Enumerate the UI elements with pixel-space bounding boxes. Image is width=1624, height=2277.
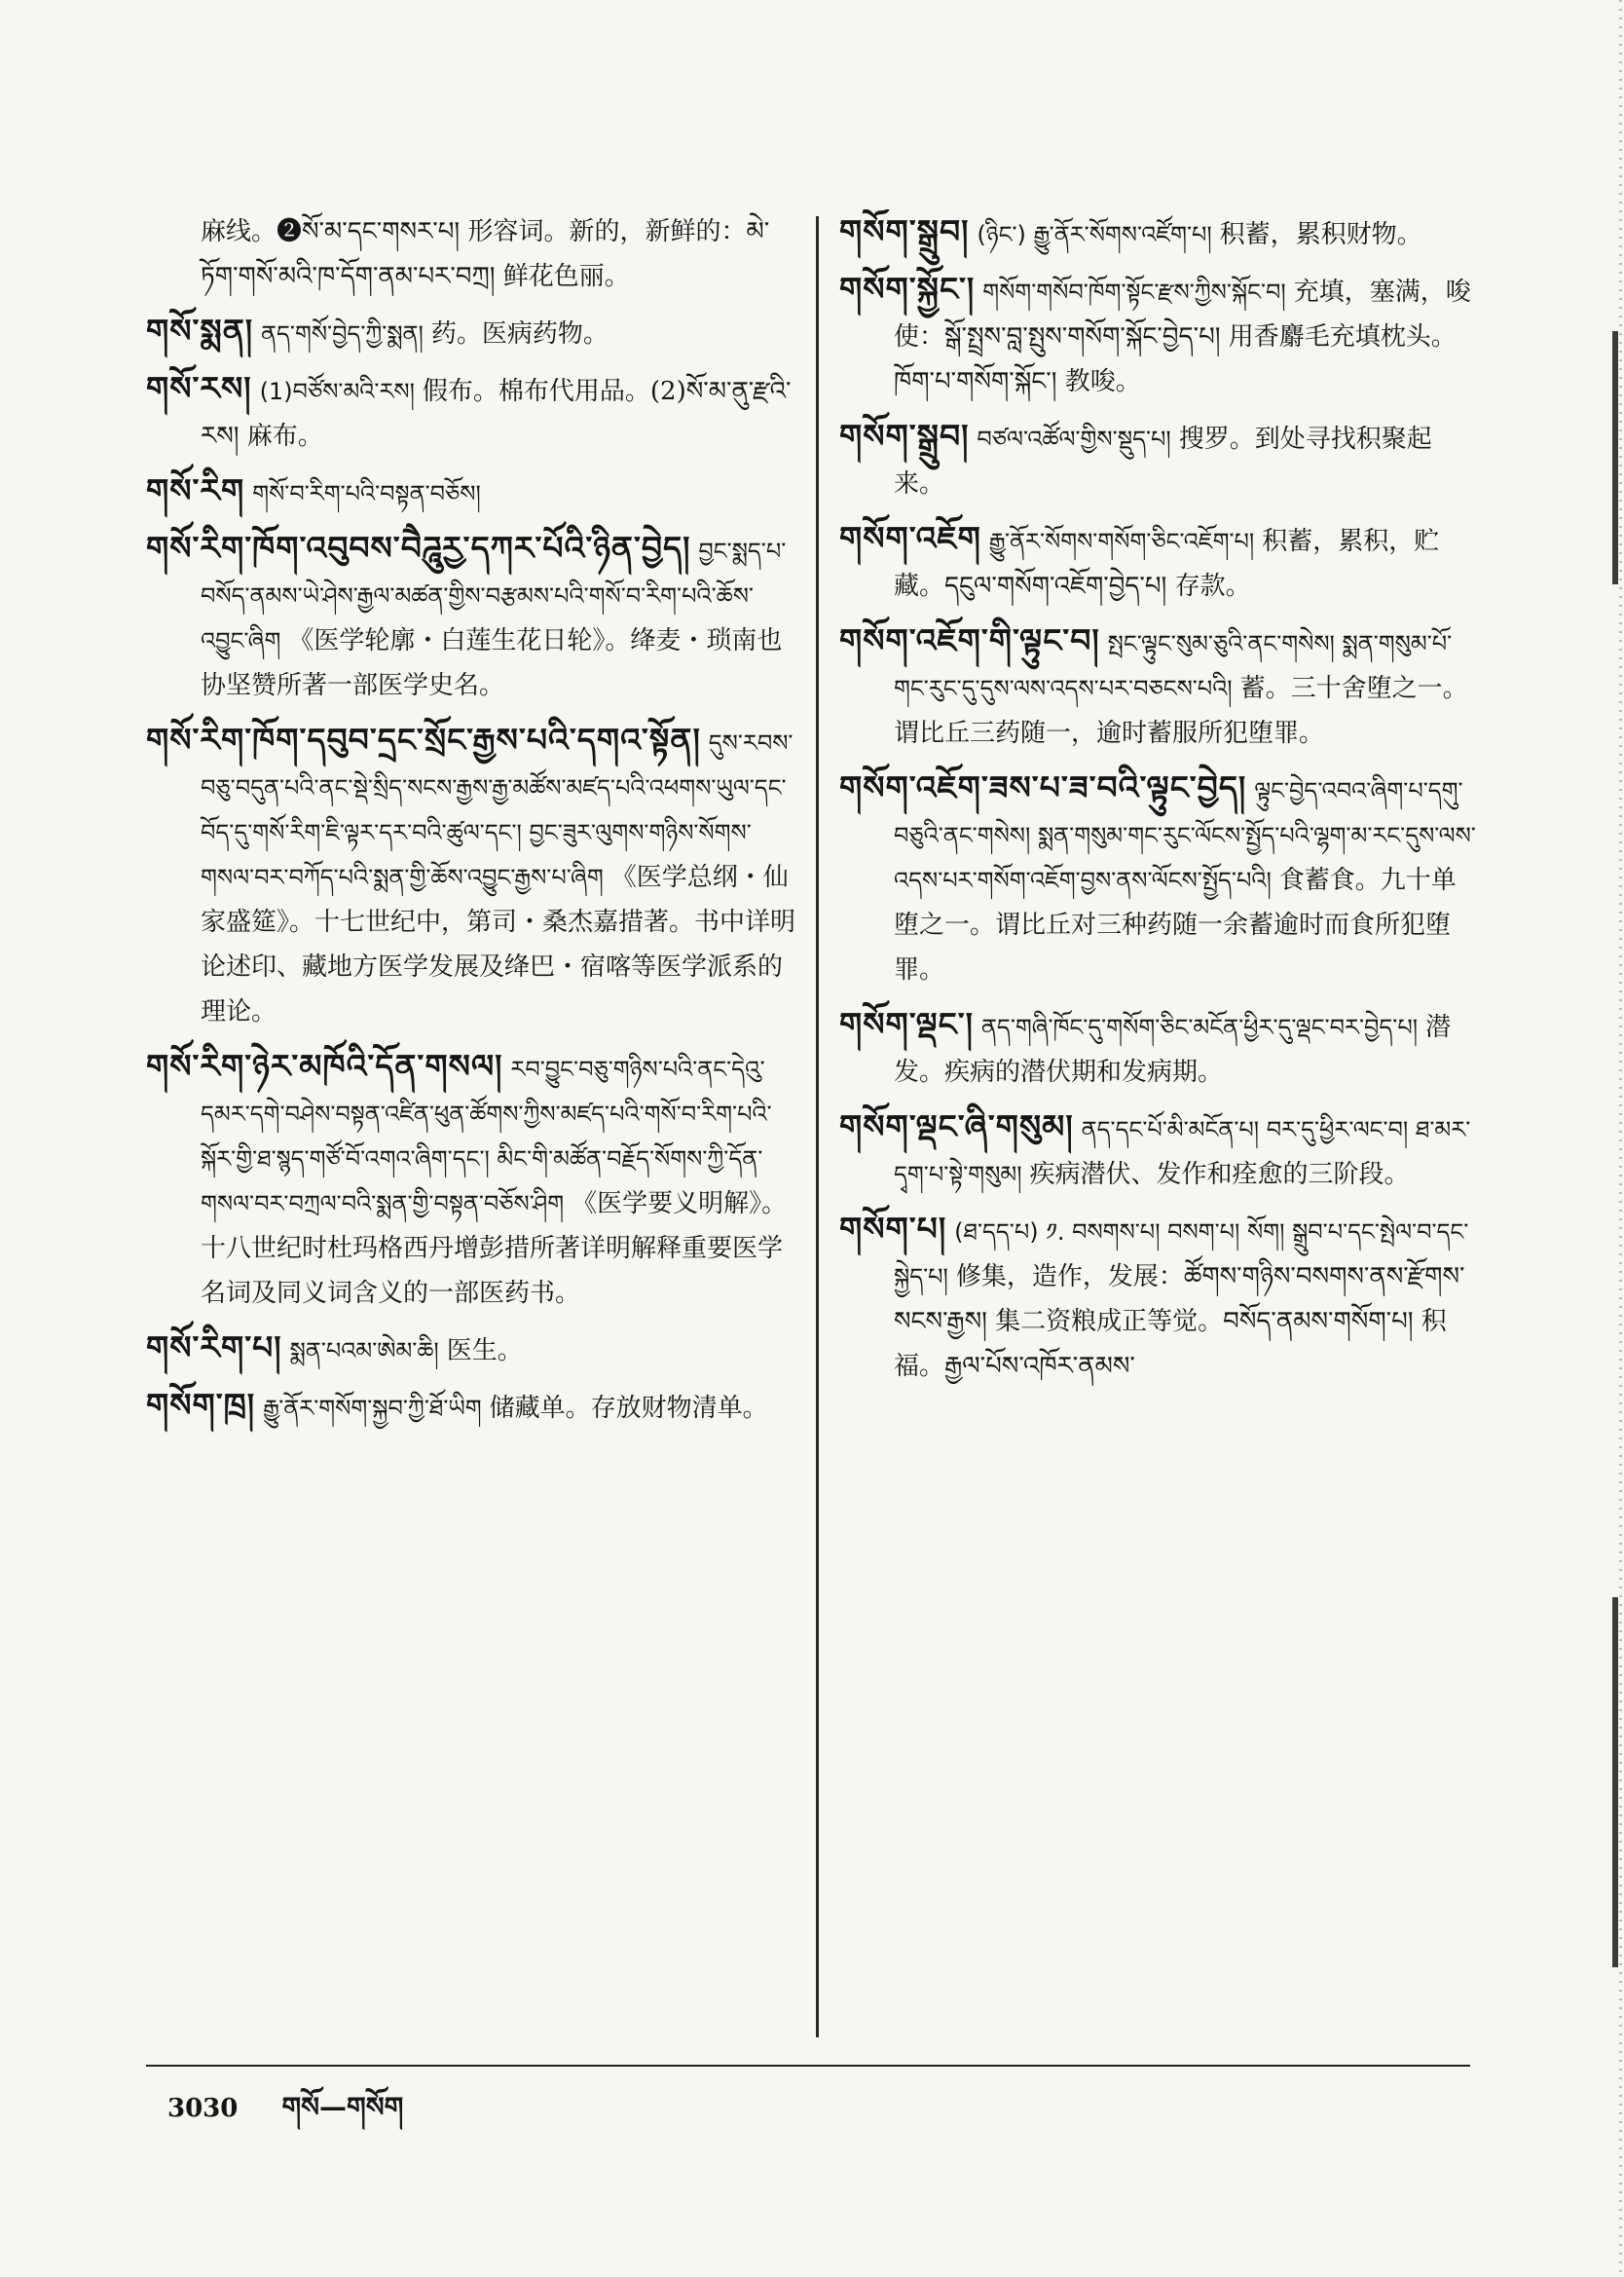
- dictionary-entry: [839, 618, 1480, 756]
- scan-edge-mark: [1612, 331, 1618, 584]
- entry-chinese-definition: 储藏单。存放财物清单。: [489, 1394, 768, 1423]
- dictionary-entry: [146, 468, 796, 516]
- entry-chinese-definition: 蓄。三十舍堕之一。谓比丘三药随一，逾时蓄服所犯堕罪。: [894, 674, 1468, 748]
- entry-tibetan-definition: རབ་བྱུང་བཅུ་གཉིས་པའི་ནང་དེའུ་དམར་དགེ་བཤེས་བསྟན་འཛིན་ཕུན་ཚོགས་ཀྱིས་མཛད་པའི་གསོ་བ་རིག་པའི་སྐོར་གྱི་ཐ་སྙད་གཙོ་བོ་འགའ་ཞིག་དང་། མིང་གི་མཚོན་བརྗོད་སོགས་ཀྱི་དོན་གསལ་བར་བཀྲལ་བའི་སྨན་གྱི་བསྟན་བཅོས་ཤིག: [201, 1056, 772, 1217]
- scan-edge: [1619, 0, 1622, 2277]
- entry-chinese-definition: 《医学轮廓・白莲生花日轮》。绛麦・琐南也协坚赞所著一部医学史名。: [201, 626, 783, 700]
- dictionary-entry: [839, 209, 1480, 257]
- entry-headword: གསོ་རས།: [146, 369, 252, 407]
- page-number: 3030: [167, 2094, 239, 2123]
- dictionary-entry: [146, 309, 796, 356]
- dictionary-entry: [839, 765, 1480, 992]
- entry-tibetan-definition: ནད་གསོ་བྱེད་ཀྱི་སྨན།: [261, 320, 424, 348]
- entry-headword: གསོག་འཇོག་ཟས་པ་ཟ་བའི་ལྟུང་བྱེད།: [839, 768, 1247, 806]
- entry-tibetan-definition: བཙལ་འཚོལ་གྱིས་སྡུད་པ།: [977, 426, 1171, 453]
- entry-headword: གསོག་འཇོག: [839, 519, 981, 557]
- footer-rule: [146, 2065, 1470, 2067]
- entry-tibetan-definition: (1)བཙོས་མའི་རས།: [259, 378, 415, 405]
- entry-chinese-definition: 修集，造作，发展：ཚོགས་གཉིས་བསགས་ནས་རྫོགས་སངས་རྒྱས། 集二资粮成正等觉。བསོད་ནམས་གསོག་པ། 积福。རྒྱལ་པོས་འཁོར་ནམས་: [894, 1262, 1465, 1381]
- entry-tibetan-definition: གསོ་བ་རིག་པའི་བསྟན་བཅོས།: [252, 480, 481, 507]
- entry-headword: གསོ་རིག: [146, 471, 245, 509]
- column-divider: [816, 216, 819, 2037]
- entry-tibetan-definition: (ཐ་དད་པ) ༡. བསགས་པ། བསག་པ། སོག། སྒྲུབ་པ་དང་སྤེལ་བ་དང་སྐྱེད་པ།: [894, 1218, 1469, 1290]
- entry-headword: གསོག་ཁྲ།: [146, 1386, 256, 1424]
- entry-headword: གསོག་སྒྲུབ།: [839, 417, 970, 455]
- entry-headword: གསོག་འཇོག་གི་ལྟུང་བ།: [839, 621, 1100, 659]
- page-range-label: གསོ—གསོག: [281, 2091, 404, 2123]
- dictionary-entry: [839, 1002, 1480, 1095]
- entry-chinese-definition: 食蓄食。九十单堕之一。谓比丘对三种药随一余蓄逾时而食所犯堕罪。: [894, 866, 1457, 985]
- entry-tibetan-definition: ལྟུང་བྱེད་འབའ་ཞིག་པ་དགུ་བཅུའི་ནང་གསེས། སྨན་གསུམ་གང་རུང་ལོངས་སྤྱོད་པའི་ལྷག་མ་རང་དུས་ལས་འདས་པར་གསོག་འཇོག་བྱས་ནས་ལོངས་སྤྱོད་པའི།: [894, 777, 1476, 894]
- entry-chinese-definition: 麻线。❷སོ་མ་དང་གསར་པ། 形容词。新的，新鲜的：མེ་ཏོག་གསོ་མའི་ཁ་དོག་ནམ་པར་བཀྲ། 鲜花色丽。: [201, 217, 770, 291]
- entry-chinese-definition: 《医学要义明解》。十八世纪时杜玛格西丹增彭措所著详明解释重要医学名词及同义词含义的一部医药书。: [201, 1189, 788, 1308]
- dictionary-entry: [839, 516, 1480, 609]
- entry-chinese-definition: 医生。: [446, 1336, 523, 1365]
- entry-tibetan-definition: རྒྱུ་ནོར་སོགས་གསོག་ཅིང་འཇོག་པ།: [988, 528, 1255, 555]
- right-column: [839, 209, 1480, 2040]
- entry-tibetan-definition: ནད་གཞི་ཁོང་དུ་གསོག་ཅིང་མངོན་ཕྱིར་དུ་ལྡང་བར་བྱེད་པ།: [980, 1014, 1419, 1041]
- entry-headword: གསོ་སྨན།: [146, 312, 254, 350]
- entry-tibetan-definition: དུས་རབས་བཅུ་བདུན་པའི་ནང་སྡེ་སྲིད་སངས་རྒྱས་རྒྱ་མཚོས་མཛད་པའི་འཕགས་ཡུལ་དང་བོད་དུ་གསོ་རིག་ཇི་ལྟར་དར་བའི་ཚུལ་དང་། བྱང་ཟུར་ལུགས་གཉིས་སོགས་གསལ་བར་བཀོད་པའི་སྨན་གྱི་ཆོས་འབྱུང་རྒྱས་པ་ཞིག: [201, 729, 794, 891]
- entry-tibetan-definition: རྒྱུ་ནོར་གསོག་སྐྱབ་ཀྱི་ཐོ་ཡིག: [263, 1395, 482, 1422]
- dictionary-entry: [146, 1325, 796, 1373]
- dictionary-entry: [146, 366, 796, 459]
- entry-headword: གསོག་ལྡང་ཞི་གསུམ།: [839, 1107, 1074, 1145]
- dictionary-entry: [146, 1044, 796, 1316]
- entry-tibetan-definition: སྨན་པའམ་ཨེམ་ཆི།: [289, 1337, 439, 1364]
- entry-chinese-definition: 充填，塞满，唆使：སྒོ་སྤྲས་བླ་སྤུས་གསོག་སྐོང་བྱེད་པ། 用香麝毛充填枕头。ཁོག་པ་གསོག་སྐོང་། 教唆。: [894, 278, 1471, 396]
- dictionary-entry: [839, 267, 1480, 404]
- entry-chinese-definition: 积蓄，累积财物。: [1219, 220, 1422, 249]
- entry-chinese-definition: 假布。棉布代用品。(2)སོ་མ་ནུ་རྫའི་རས། 麻布。: [201, 377, 792, 451]
- entry-chinese-definition: 药。医病药物。: [430, 319, 609, 349]
- dictionary-entry: [146, 526, 796, 708]
- entry-tibetan-definition: སྤང་ལྟུང་སུམ་ཅུའི་ནང་གསེས། སྨན་གསུམ་པོ་གང་རུང་དུ་དུས་ལས་འདས་པར་བཅངས་པའི།: [894, 630, 1453, 702]
- dictionary-entry: [839, 1207, 1480, 1389]
- page-footer: [167, 2076, 403, 2153]
- entry-tibetan-definition: བྱང་སྨད་པ་བསོད་ནམས་ཡེ་ཤེས་རྒྱལ་མཚན་གྱིས་བརྩམས་པའི་གསོ་བ་རིག་པའི་ཆོས་འབྱུང་ཞིག: [201, 538, 787, 654]
- entry-tibetan-definition: (ཉིང་) རྒྱུ་ནོར་སོགས་འཛོག་པ།: [977, 221, 1212, 248]
- scan-edge-mark: [1612, 1597, 1618, 1967]
- entry-chinese-definition: 疾病潜伏、发作和痊愈的三阶段。: [1029, 1160, 1410, 1189]
- entry-headword: གསོག་པ།: [839, 1210, 947, 1248]
- entry-headword: གསོ་རིག་ཁོག་དབུབ་དྲང་སྲོང་རྒྱས་པའི་དགའ་སྟོན།: [146, 721, 701, 759]
- entry-headword: གསོག་སྐྱོང་།: [839, 270, 976, 308]
- entry-headword: གསོ་རིག་ཁོག་འབུབས་བཻཌཱུརྱ་དཀར་པོའི་ཉིན་བྱེད།: [146, 529, 691, 567]
- dictionary-entry: [839, 414, 1480, 506]
- entry-chinese-definition: 潜发。疾病的潜伏期和发病期。: [894, 1013, 1451, 1087]
- entry-headword: གསོ་རིག་པ།: [146, 1328, 282, 1366]
- dictionary-entry: [146, 718, 796, 1034]
- entry-headword: གསོག་སྒྲུབ།: [839, 212, 970, 250]
- entry-chinese-definition: 搜罗。到处寻找积聚起来。: [894, 425, 1432, 499]
- dictionary-entry: [146, 209, 796, 299]
- entry-chinese-definition: 积蓄，累积，贮藏。དངུལ་གསོག་འཇོག་བྱེད་པ། 存款。: [894, 527, 1440, 601]
- entry-tibetan-definition: གསོག་གསོབ་ཁོག་སྟོང་རྫས་ཀྱིས་སྐོང་བ།: [982, 279, 1286, 306]
- entry-chinese-definition: 《医学总纲・仙家盛筵》。十七世纪中，第司・桑杰嘉措著。书中详明论述印、藏地方医学发展及绛巴・宿喀等医学派系的理论。: [201, 863, 796, 1027]
- entry-tibetan-definition: ནད་དང་པོ་མི་མངོན་པ། བར་དུ་ཕྱིར་ལང་བ། ཐ་མར་དྭག་པ་སྟེ་གསུམ།: [894, 1116, 1471, 1188]
- entry-headword: གསོག་ལྡང་།: [839, 1005, 974, 1043]
- left-column: [146, 209, 796, 2040]
- entry-headword: གསོ་རིག་ཉེར་མཁོའི་དོན་གསལ།: [146, 1047, 503, 1085]
- dictionary-entry: [146, 1383, 796, 1431]
- dictionary-entry: [839, 1104, 1480, 1197]
